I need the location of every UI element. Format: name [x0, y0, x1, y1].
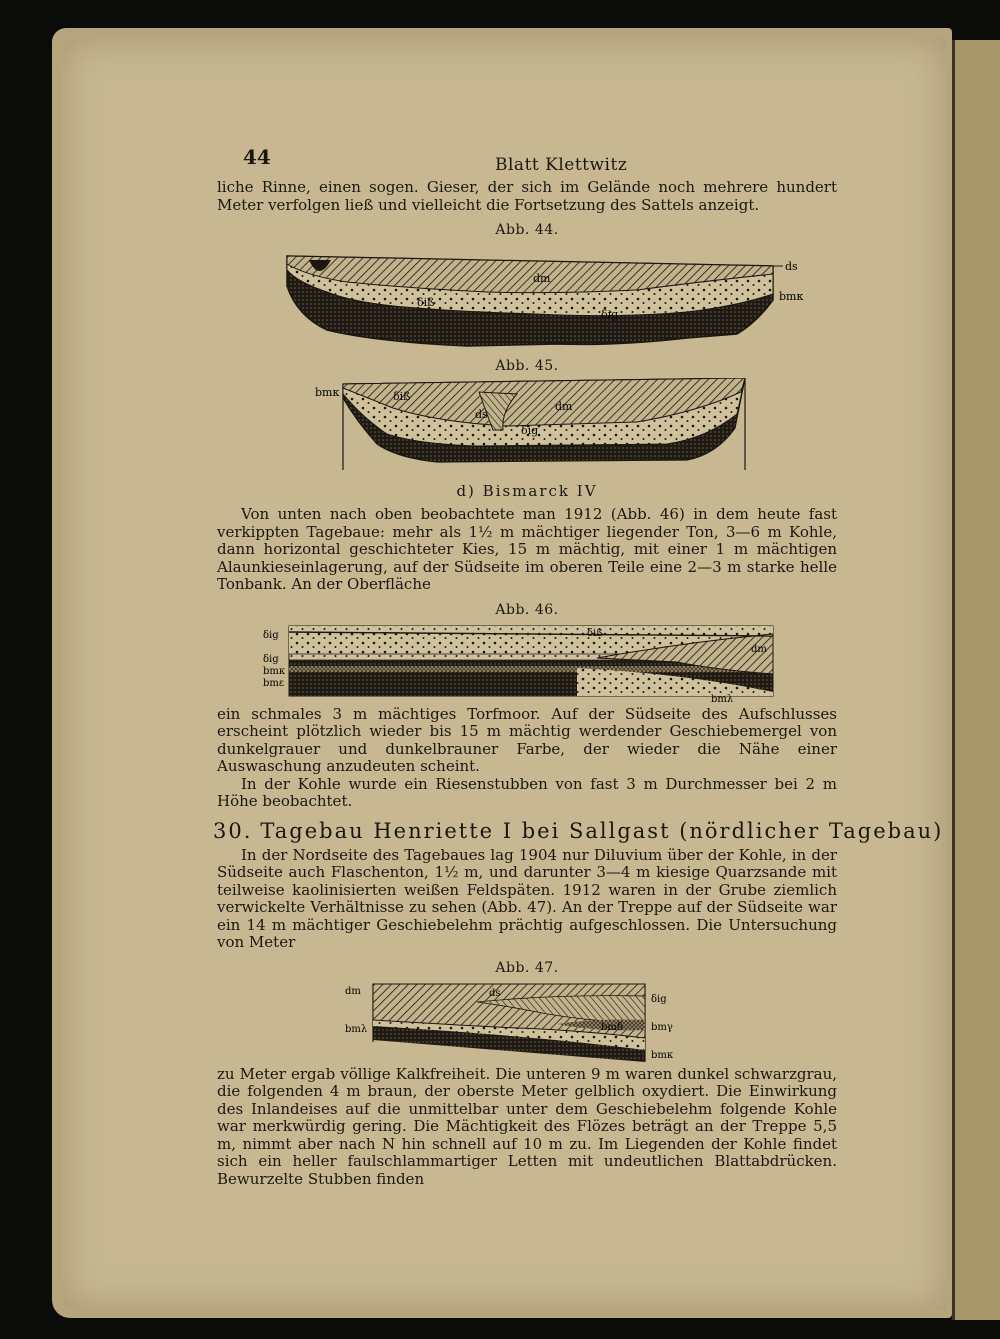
- fig44-label-dig: δig: [601, 308, 619, 321]
- fig44-label-ds: ds: [785, 260, 798, 273]
- fig46-label-dig1: δig: [263, 629, 279, 641]
- figure-47-caption: Abb. 47.: [495, 959, 559, 976]
- fig45-label-dig: δig: [521, 424, 539, 437]
- fig47-label-bmg: bmγ: [651, 1021, 673, 1033]
- fig46-label-bml: bmλ: [711, 693, 734, 705]
- fig46-label-bmk: bmκ: [263, 665, 286, 677]
- facing-page-edge: [952, 40, 1000, 1320]
- figure-44-cross-section: [217, 242, 837, 350]
- figure-46-cross-section: [217, 622, 837, 706]
- figure-44-caption: Abb. 44.: [495, 222, 559, 238]
- section-30-title: Tagebau Henriette I bei Sallgast (nördlicher Tagebau): [260, 818, 944, 843]
- page-header: [217, 145, 837, 179]
- paragraph-intro: liche Rinne, einen sogen. Gieser, der sich im Gelände noch mehrere hundert Meter verfolgen ließ und vielleicht die Fortsetzung des Sattels anzeigt.: [217, 178, 837, 214]
- fig46-label-dig2: δig: [263, 653, 279, 665]
- figure-47-cross-section: [217, 980, 837, 1066]
- running-title: Blatt Klettwitz: [495, 155, 628, 175]
- fig47-label-bml: bmλ: [345, 1023, 368, 1035]
- paragraph-bismarck-continued: ein schmales 3 m mächtiges Torfmoor. Auf der Südseite des Aufschlusses erscheint plötzlich wieder bis 15 m mächtig werdender Geschiebemergel von dunkelgrauer und dunkelbrauner Farbe, der wieder die Nähe einer Auswaschung anzudeuten scheint.: [217, 704, 837, 775]
- section-d-heading: d) Bismarck IV: [456, 482, 598, 500]
- paragraph-henriette-continued: zu Meter ergab völlige Kalkfreiheit. Die unteren 9 m waren dunkel schwarzgrau, die folgenden 4 m braun, der oberste Meter gelblich oxydiert. Die Einwirkung des Inlandeises auf die unmittelbar unter dem Geschiebelehm folgende Kohle war merkwürdig gering. Die Mächtigkeit des Flözes beträgt an der Treppe 5,5 m, nimmt aber nach N hin schnell auf 10 m zu. Im Liegenden der Kohle findet sich ein heller faulschlammartiger Letten mit undeutlichen Blattabdrücken. Bewurzelte Stubben finden: [217, 1064, 837, 1188]
- paragraph-henriette: In der Nordseite des Tagebaues lag 1904 nur Diluvium über der Kohle, in der Südseite auch Flaschenton, 1½ m, und darunter 3—4 m kiesige Quarzsande mit teilweise kaolinisierten weißen Feldspäten. 1912 waren in der Grube ziemlich verwickelte Verhältnisse zu sehen (Abb. 47). An der Treppe auf der Südseite war ein 14 m mächtiger Geschiebelehm prächtig aufgeschlossen. Die Untersuchung von Meter: [217, 845, 837, 951]
- fig44-label-bmk: bmκ: [779, 290, 804, 303]
- figure-46-caption: Abb. 46.: [495, 601, 559, 618]
- section-30-number: 30.: [213, 818, 253, 843]
- fig47-label-dig: δig: [651, 993, 667, 1005]
- fig45-label-dis: δiß: [393, 390, 411, 403]
- fig47-label-bmd: bmδ: [601, 1021, 623, 1033]
- figure-45-cross-section: [217, 378, 837, 470]
- fig47-label-bmk: bmκ: [651, 1049, 674, 1061]
- page-content: [213, 145, 944, 1188]
- fig47-label-dm: dm: [345, 985, 361, 997]
- fig46-label-bme: bmε: [263, 677, 285, 689]
- figure-45-caption: Abb. 45.: [495, 358, 559, 374]
- paragraph-bismarck: Von unten nach oben beobachtete man 1912 (Abb. 46) in dem heute fast verkippten Tagebaue: mehr als 1½ m mächtiger liegender Ton, 3—6 m Kohle, dann horizontal geschichteter Kies, 15 m mächtig, mit einer 1 m mächtigen Alaunkieseinlagerung, auf der Südseite im oberen Teile eine 2—3 m starke helle Tonbank. An der Oberfläche: [217, 505, 837, 593]
- fig45-label-dm: dm: [555, 400, 573, 413]
- fig45-label-bmk: bmκ: [315, 386, 340, 399]
- section-30-heading: [213, 818, 944, 843]
- fig46-label-dis: δiß: [587, 627, 603, 639]
- fig46-label-dm: dm: [751, 643, 767, 655]
- fig44-label-dm: dm: [533, 272, 551, 285]
- fig47-label-ds: ds: [489, 987, 501, 999]
- fig44-label-dig-left: δiß: [417, 296, 435, 309]
- fig45-label-ds: ds: [475, 408, 488, 421]
- paragraph-riesenstubben: In der Kohle wurde ein Riesenstubben von fast 3 m Durchmesser bei 2 m Höhe beobachtet.: [217, 774, 837, 810]
- page-number: 44: [243, 145, 271, 169]
